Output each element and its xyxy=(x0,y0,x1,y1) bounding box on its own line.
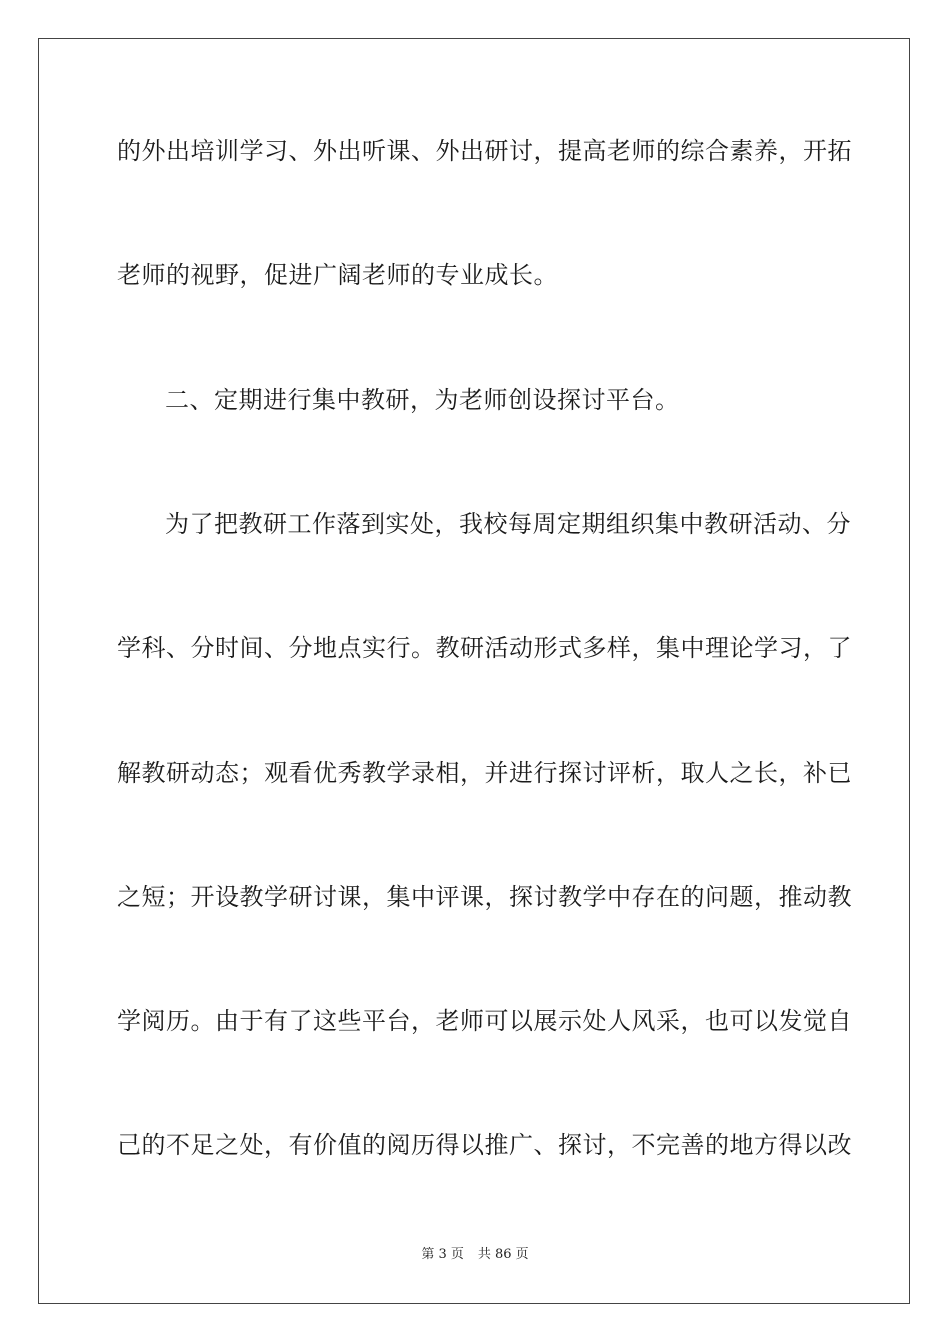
body-line-4: 为了把教研工作落到实处，我校每周定期组织集中教研活动、分 xyxy=(165,510,851,538)
body-line-6: 解教研动态；观看优秀教学录相，并进行探讨评析，取人之长，补已 xyxy=(117,759,852,787)
body-line-2: 老师的视野，促进广阔老师的专业成长。 xyxy=(117,261,558,289)
body-line-5: 学科、分时间、分地点实行。教研活动形式多样，集中理论学习，了 xyxy=(117,634,852,662)
body-line-7: 之短；开设教学研讨课，集中评课，探讨教学中存在的问题，推动教 xyxy=(117,883,852,911)
body-line-1: 的外出培训学习、外出听课、外出研讨，提高老师的综合素养，开拓 xyxy=(117,137,852,165)
body-line-8: 学阅历。由于有了这些平台，老师可以展示处人风采，也可以发觉自 xyxy=(117,1007,852,1035)
page-footer xyxy=(0,1246,950,1264)
page-border xyxy=(38,38,910,1304)
total-pages: 共 86 页 xyxy=(477,1247,529,1262)
body-line-9: 己的不足之处，有价值的阅历得以推广、探讨，不完善的地方得以改 xyxy=(117,1131,852,1159)
section-heading: 二、定期进行集中教研，为老师创设探讨平台。 xyxy=(165,386,680,414)
page-number: 第 3 页 xyxy=(421,1247,464,1262)
